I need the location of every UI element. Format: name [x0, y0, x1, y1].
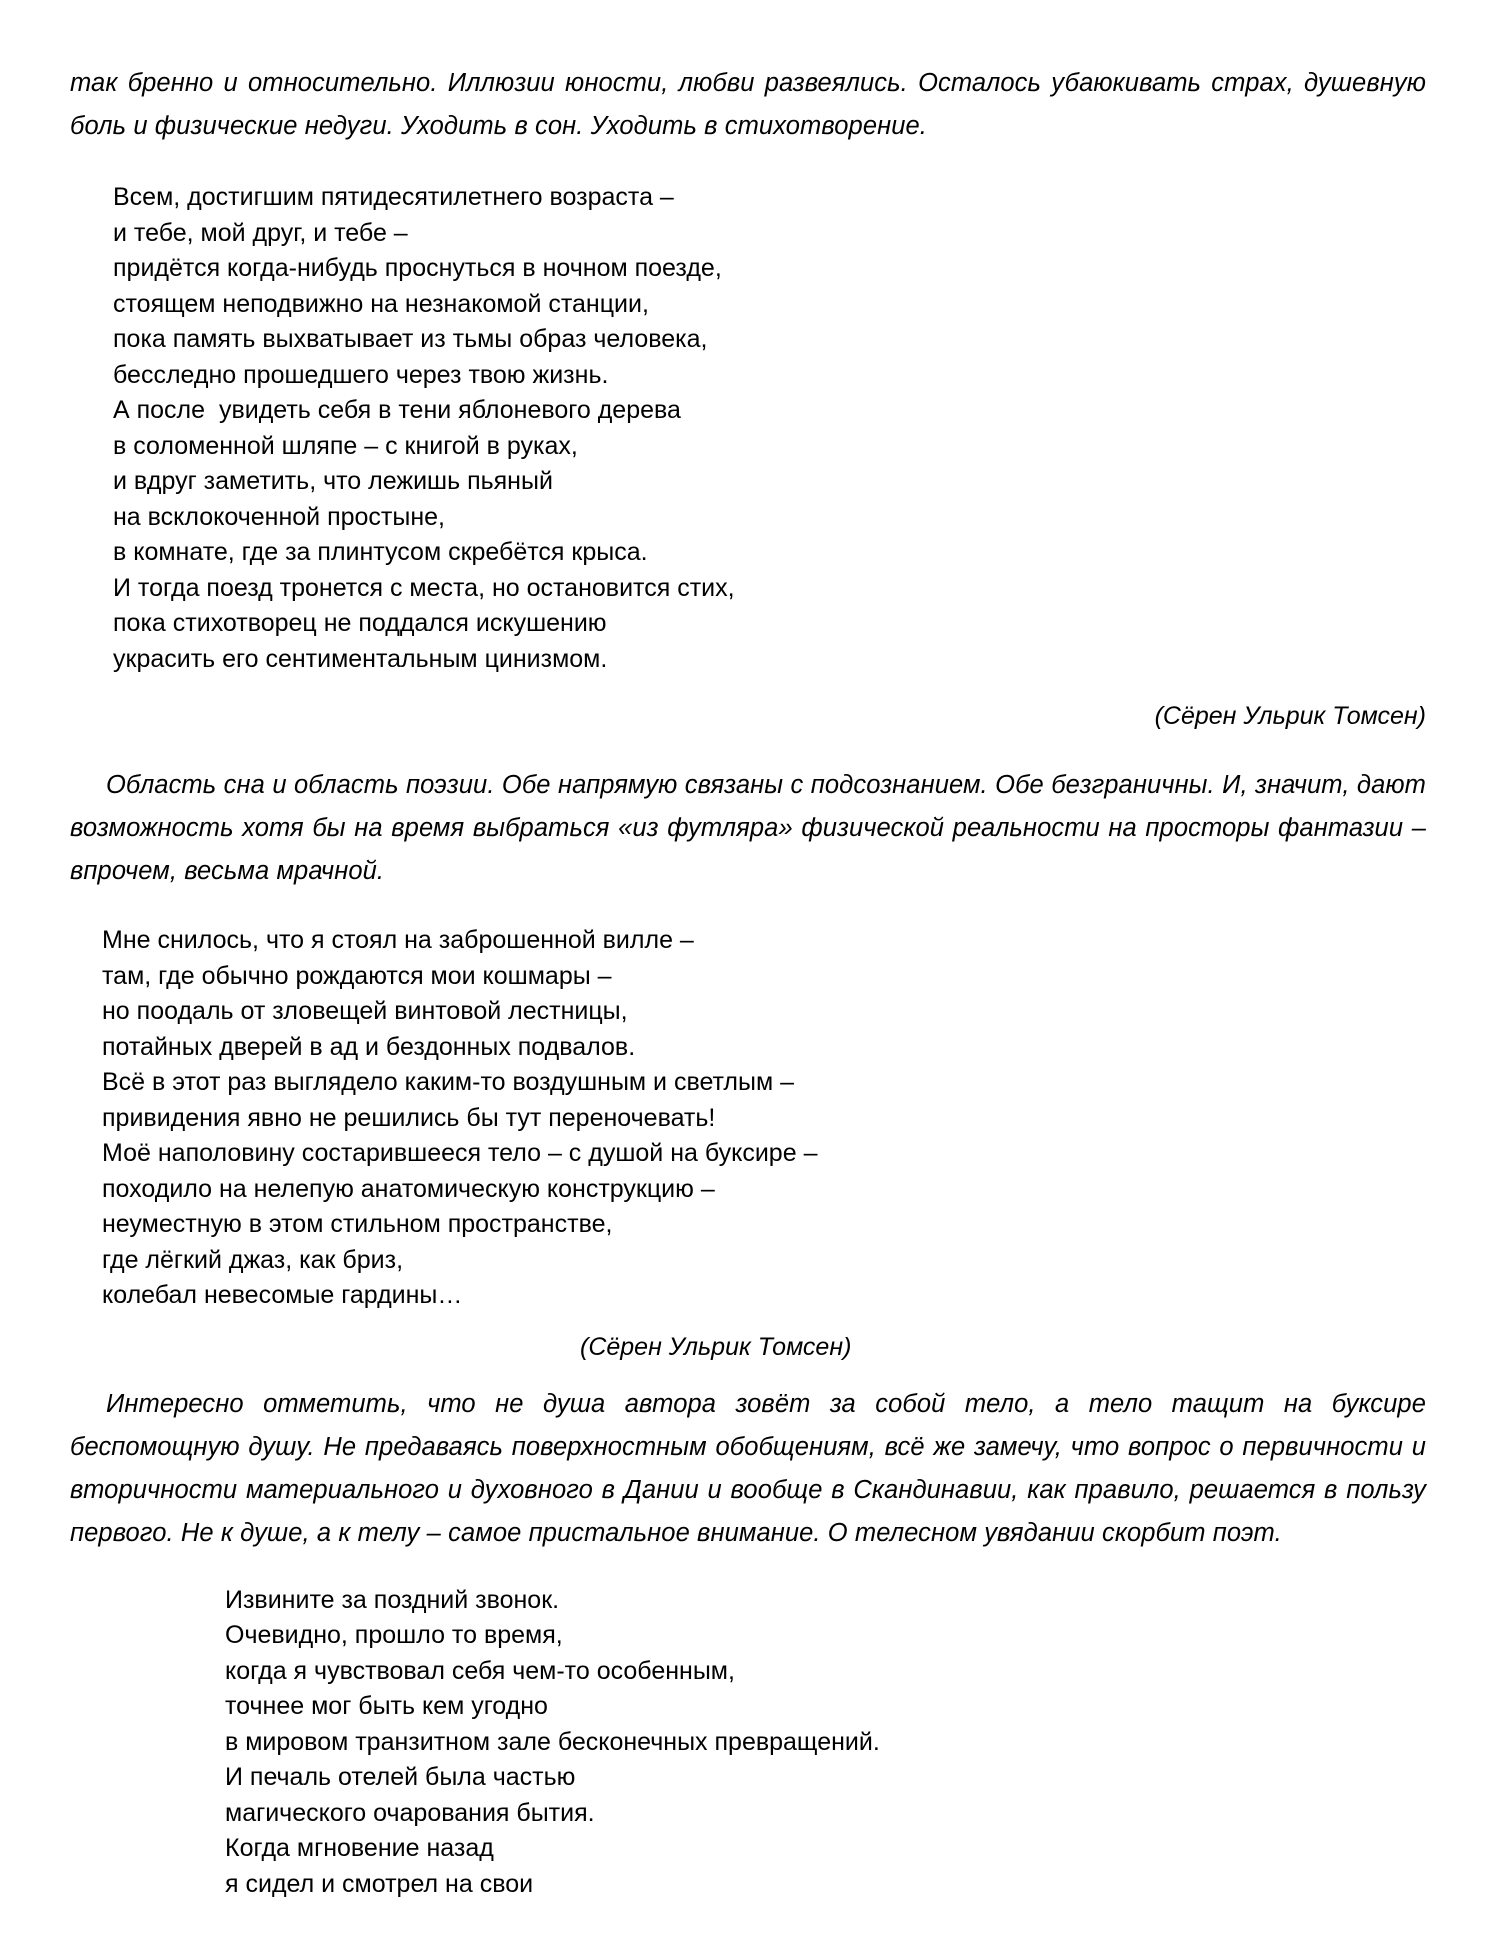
poem-line: но поодаль от зловещей винтовой лестницы, [102, 997, 628, 1025]
poem-line: привидения явно не решились бы тут переночевать! [102, 1103, 716, 1132]
prose-paragraph-3: Интересно отметить, что не душа автора зовёт за собой тело, а тело тащит на буксире беспомощную душу. Не предаваясь поверхностным обобщениям, всё же замечу, что вопрос о первичности и вторичности материального и духовного в Дании и вообще в Скандинавии, как правило, решается в пользу первого. Не к душе, а к телу – самое пристальное внимание. О телесном увядании скорбит поэт. [70, 1389, 1426, 1547]
poem-line: Моё наполовину состарившееся тело – с душой на буксире – [102, 1139, 818, 1167]
poem-line: придётся когда-нибудь проснуться в ночном поезде, [113, 254, 722, 282]
poem-block-3 [225, 1583, 1426, 1903]
poem-line: Извините за поздний звонок. [225, 1585, 560, 1614]
prose-paragraph-1: так бренно и относительно. Иллюзии юности, любви развеялись. Осталось убаюкивать страх, душевную боль и физические недуги. Уходить в сон. Уходить в стихотворение. [70, 69, 1426, 140]
poem-line: там, где обычно рождаются мои кошмары – [102, 961, 612, 990]
prose-paragraph-2: Область сна и область поэзии. Обе напрямую связаны с подсознанием. Обе безграничны. И, значит, дают возможность хотя бы на время выбраться «из футляра» физической реальности на просторы фантазии – впрочем, весьма мрачной. [70, 771, 1426, 885]
poem-line: магического очарования бытия. [225, 1798, 595, 1827]
poem-line: в комнате, где за плинтусом скребётся крыса. [113, 538, 648, 566]
poem-line: Всё в этот раз выглядело каким-то воздушным и светлым – [102, 1068, 795, 1096]
poem-line: на всклокоченной простыне, [113, 502, 445, 531]
poem-line: я сидел и смотрел на свои [225, 1869, 534, 1898]
poem-attribution-1: (Сёрен Ульрик Томсен) [1154, 702, 1426, 730]
poem-line: в мировом транзитном зале бесконечных превращений. [225, 1727, 880, 1756]
poem-line: А после увидеть себя в тени яблоневого дерева [113, 396, 681, 424]
spacer [70, 1365, 1426, 1383]
poem-line: и вдруг заметить, что лежишь пьяный [113, 467, 553, 495]
poem-line: Когда мгновение назад [225, 1834, 494, 1862]
poem-line: точнее мог быть кем угодно [225, 1692, 548, 1720]
poem-line: потайных дверей в ад и бездонных подвалов. [102, 1032, 636, 1061]
poem-line: И печаль отелей была частью [225, 1763, 576, 1791]
poem-line: И тогда поезд тронется с места, но остановится стих, [113, 573, 735, 602]
poem-line: бесследно прошедшего через твою жизнь. [113, 360, 609, 389]
poem-line: Всем, достигшим пятидесятилетнего возраста – [113, 183, 674, 211]
poem-line: и тебе, мой друг, и тебе – [113, 218, 408, 247]
poem-line: походило на нелепую анатомическую конструкцию – [102, 1174, 715, 1203]
poem-line: Очевидно, прошло то время, [225, 1621, 563, 1649]
poem-line: колебал невесомые гардины… [102, 1281, 463, 1309]
poem-line: стоящем неподвижно на незнакомой станции, [113, 289, 649, 318]
poem-line: неуместную в этом стильном пространстве, [102, 1210, 613, 1238]
poem-block-2 [102, 923, 1426, 1314]
poem-block-1 [113, 180, 1426, 677]
poem-line: в соломенной шляпе – с книгой в руках, [113, 431, 578, 460]
poem-attribution-2: (Сёрен Ульрик Томсен) [580, 1332, 852, 1361]
page-content [70, 62, 1426, 1902]
poem-line: где лёгкий джаз, как бриз, [102, 1245, 404, 1274]
spacer [70, 734, 1426, 764]
poem-line: когда я чувствовал себя чем-то особенным, [225, 1656, 735, 1685]
poem-line: пока стихотворец не поддался искушению [113, 609, 607, 637]
poem-line: Мне снилось, что я стоял на заброшенной вилле – [102, 926, 694, 954]
poem-line: пока память выхватывает из тьмы образ человека, [113, 325, 708, 353]
poem-line: украсить его сентиментальным цинизмом. [113, 644, 608, 673]
